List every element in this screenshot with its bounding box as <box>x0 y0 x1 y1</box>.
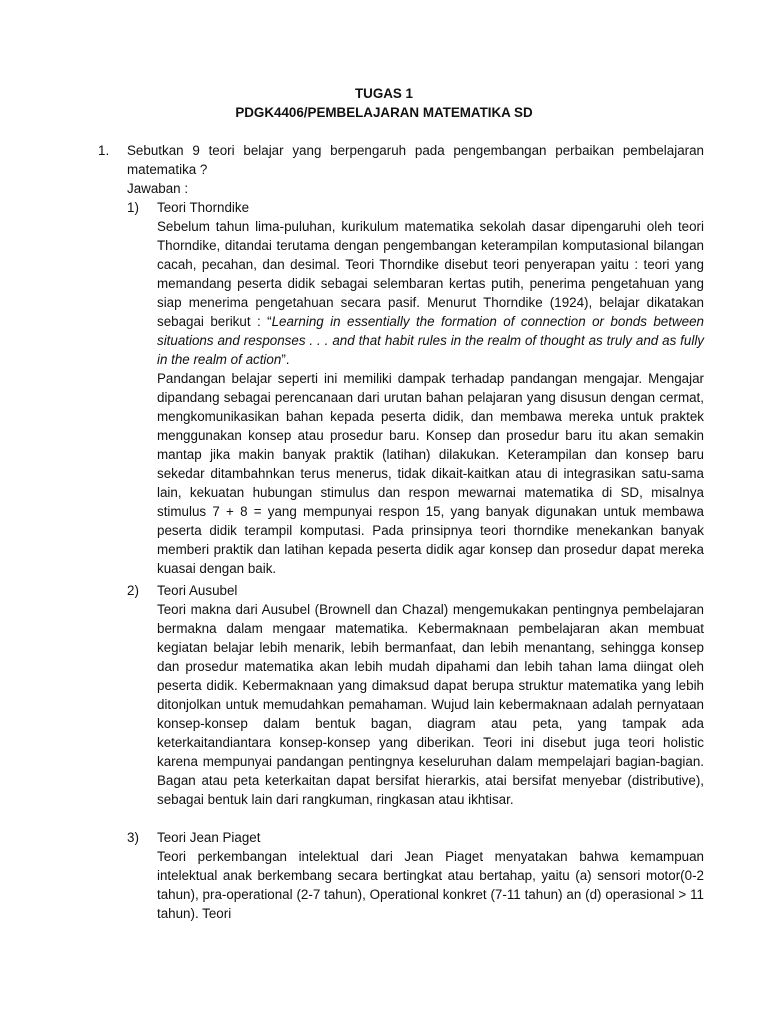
answer-label: Jawaban : <box>127 181 189 196</box>
question-number: 1. <box>98 143 110 158</box>
section-2-number: 2) <box>127 583 139 598</box>
document-title: TUGAS 1 <box>354 86 414 101</box>
section-2-paragraph-1: Teori makna dari Ausubel (Brownell dan Chazal) mengemukakan pentingnya pembelajaran bermakna dalam mengaar matematika. Kebermaknaan pembelajaran akan membuat kegiatan belajar lebih menarik, lebih bermanfaat, dan lebih menantang, sehingga konsep dan prosedur matematika akan lebih mudah dipahami dan lebih tahan lama diingat oleh peserta didik. Kebermaknaan yang dimaksud dapat berupa struktur matematika yang lebih ditonjolkan untuk memudahkan pemahaman. Wujud lain kebermaknaan adalah pernyataan konsep-konsep dalam bentuk bagan, diagram atau peta, yang tampak ada keterkaitandiantara konsep-konsep yang diberikan. Teori ini disebut juga teori holistic karena mempunyai pandangan pentingnya keseluruhan dalam mempelajari bagian-bagian. Bagan atau peta keterkaitan dapat bersifat hierarkis, atai bersifat menyebar (distributive), sebagai bentuk lain dari rangkuman, ringkasan atau ikhtisar. <box>157 602 704 807</box>
section-1-paragraph-2: Pandangan belajar seperti ini memiliki dampak terhadap pandangan mengajar. Mengajar dipandang sebagai perencanaan dari urutan bahan pelajaran yang disusun dengan cermat, mengkomunikasikan bahan kepada peserta didik, dan membawa mereka untuk praktek menggunakan konsep atau prosedur baru. Konsep dan prosedur baru itu akan semakin mantap jika makin banyak praktik (latihan) dilakukan. Keterampilan dan konsep baru sekedar ditambahnkan terus menerus, tidak dikait-kaitkan atau di integrasikan satu-sama lain, kekuatan hubungan stimulus dan respon mewarnai matematika di SD, misalnya stimulus 7 + 8 = yang mempunyai respon 15, yang banyak digunakan untuk membawa peserta didik terampil komputasi. Pada prinsipnya teori thorndike menekankan banyak memberi praktik dan latihan kepada peserta didik agar konsep dan prosedur dapat mereka kuasai dengan baik. <box>157 371 704 576</box>
section-3-title: Teori Jean Piaget <box>157 830 261 845</box>
section-1-title: Teori Thorndike <box>157 200 250 215</box>
section-1-quote-end: ”. <box>281 352 290 367</box>
question-text: Sebutkan 9 teori belajar yang berpengaruh pada pengembangan perbaikan pembelajaran matematika ? <box>127 143 704 177</box>
section-3-number: 3) <box>127 830 139 845</box>
section-2-title: Teori Ausubel <box>157 583 238 598</box>
section-1-paragraph-1-text: Sebelum tahun lima-puluhan, kurikulum matematika sekolah dasar dipengaruhi oleh teori Thorndike, ditandai terutama dengan pengembangan keterampilan komputasional bilangan cacah, pecahan, dan desimal. Teori Thorndike disebut teori penyerapan yaitu : teori yang memandang peserta didik sebagai selembaran kertas putih, penerima pengetahuan yang siap menerima pengetahuan secara pasif. Menurut Thorndike (1924), belajar dikatakan sebagai berikut : “ <box>157 219 704 329</box>
section-1-paragraph-1 <box>157 217 704 369</box>
section-1-number: 1) <box>127 200 139 215</box>
question-block <box>127 141 704 198</box>
section-3-paragraph-1: Teori perkembangan intelektual dari Jean Piaget menyatakan bahwa kemampuan intelektual anak berkembang secara bertingkat atau bertahap, yaitu (a) sensori motor(0-2 tahun), pra-operational (2-7 tahun), Operational konkret (7-11 tahun) an (d) operasional > 11 tahun). Teori <box>157 849 704 921</box>
section-1-quote: Learning in essentially the formation of connection or bonds between situations and responses . . . and that habit rules in the realm of thought as truly and as fully in the realm of action <box>157 314 704 367</box>
document-subtitle: PDGK4406/PEMBELAJARAN MATEMATIKA SD <box>235 105 533 120</box>
